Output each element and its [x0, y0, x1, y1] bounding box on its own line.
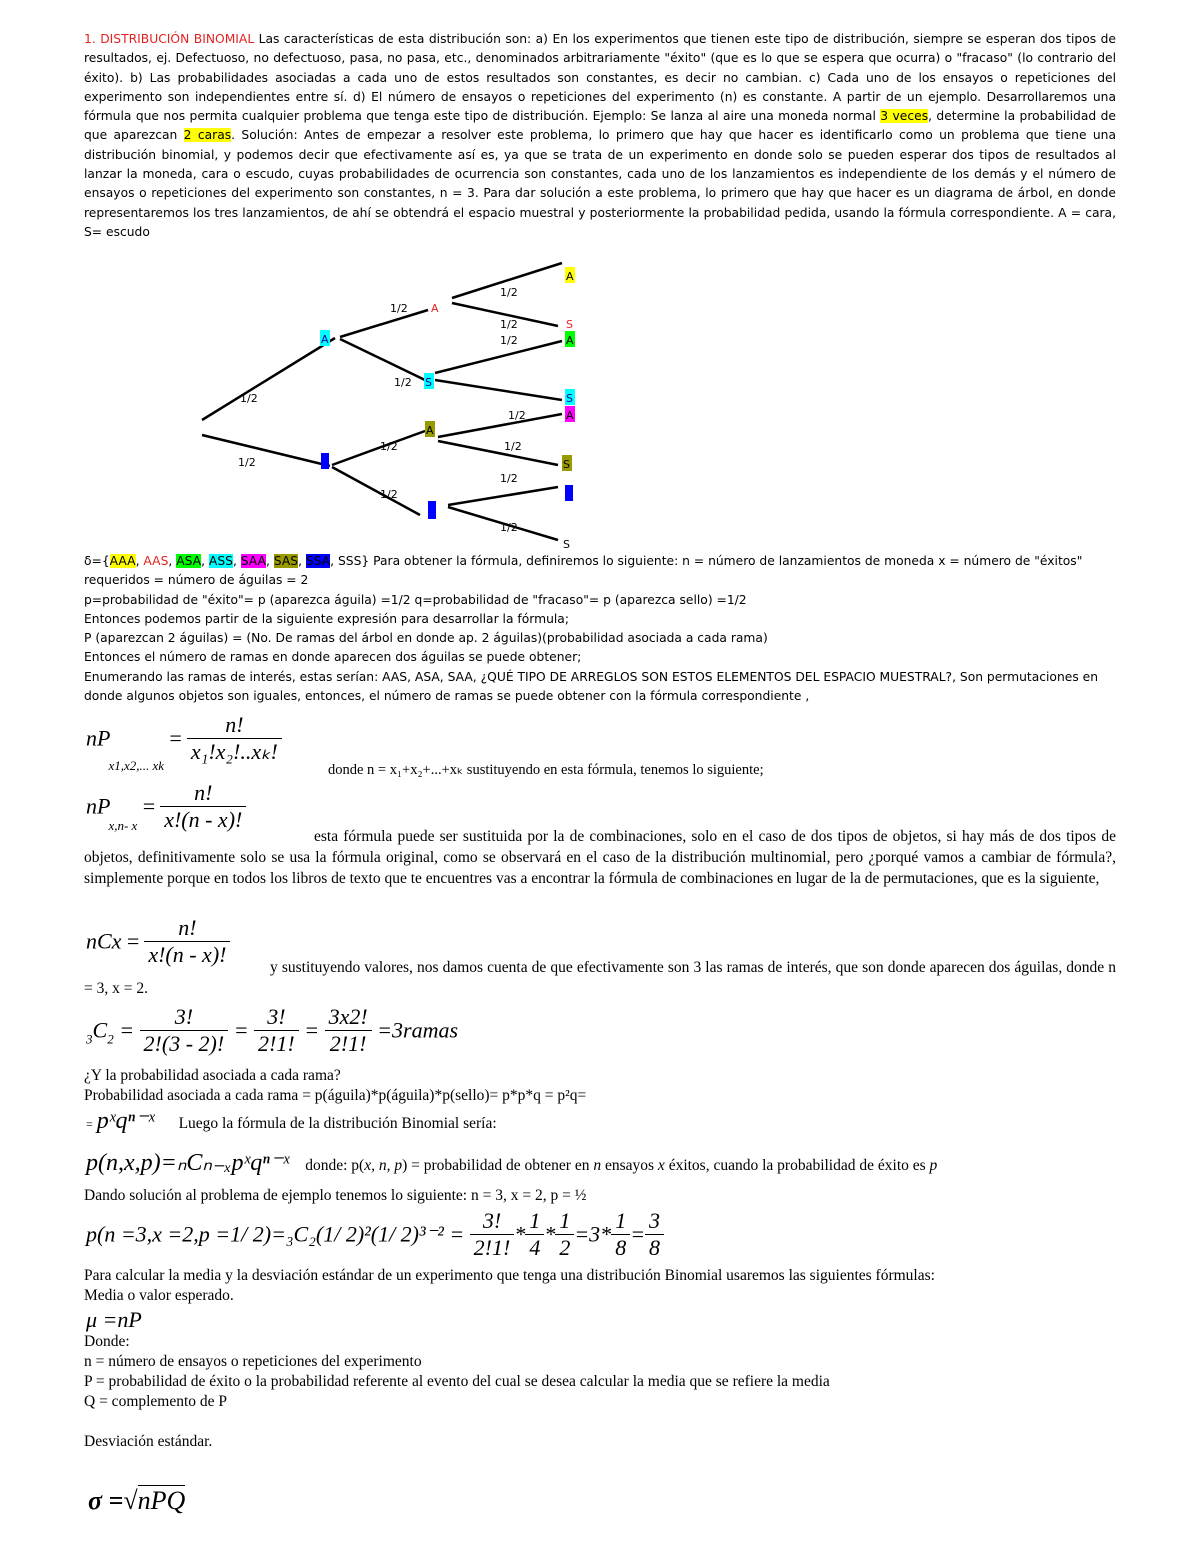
eq4-subscript: 2	[107, 1031, 114, 1047]
tree-leaf-label: S	[566, 392, 573, 405]
eq7-f4-den: 8	[615, 1235, 627, 1260]
prob-question: ¿Y la probabilidad asociada a cada rama?	[84, 1067, 341, 1084]
tree-branch	[202, 338, 335, 420]
eq7-fraction-1	[470, 1208, 515, 1261]
branch-prob-label: 1/2	[380, 440, 398, 453]
intro-text-1: Las características de esta distribución son: a) En los experimentos que tienen este tipo de distribución, siempre se esperan dos tipos de resultados, ej. Defectuoso, no defectuoso, pasa, no pasa, etc., denominados arbitrariamente "éxito" (que es lo que se espera que ocurra) o "fracaso" (lo contrario del éxito). b) Las probabilidades asociadas a cada uno de estos resultados son constantes, es decir no cambian. c) Cada uno de los ensayos o repeticiones del experimento son independientes entre sí. d) El número de ensayos o repeticiones del experimento (n) es constante. A partir de un ejemplo. Desarrollaremos una fórmula que nos permita cualquier problema que tenga este tipo de distribución. Ejemplo: Se lanza al aire una moneda normal	[84, 32, 1116, 124]
highlight-3-veces: 3 veces	[880, 109, 929, 124]
sample-space-item: SSS	[337, 554, 362, 568]
tree-branch	[438, 441, 558, 465]
definition-line: Enumerando las ramas de interés, estas serían: AAS, ASA, SAA, ¿QUÉ TIPO DE ARREGLOS SON ESTOS ELEMENTOS DEL ESPACIO MUESTRAL?, Son permutaciones en donde algunos objetos son iguales, entonces, el número de ramas se puede obtener con la fórmula correspondiente ,	[84, 669, 1098, 704]
eq1-denominator: x₁!x₂!..xₖ!	[190, 739, 278, 764]
prob-branch-line: Probabilidad asociada a cada rama = p(águila)*p(águila)*p(sello)= p*p*q = p²q=	[84, 1087, 587, 1104]
tree-leaf-label: A	[566, 270, 574, 283]
eq2-note	[84, 826, 1116, 889]
tree-leaf-label: A	[566, 409, 574, 422]
branch-prob-label: 1/2	[500, 286, 518, 299]
tree-node-blue	[565, 485, 573, 501]
eq7-f5-num: 3	[645, 1208, 664, 1235]
definition-line: Entonces el número de ramas en donde aparecen dos águilas se puede obtener;	[84, 650, 582, 665]
eq3-denominator: x!(n - x)!	[148, 942, 227, 967]
eq7-fraction-2	[525, 1208, 544, 1261]
eq7-f1-den: 2!1!	[473, 1235, 511, 1260]
eq6-note-p: p	[929, 1157, 938, 1174]
sample-space-item: SSA	[305, 554, 331, 568]
eq4-fraction-1	[140, 1004, 229, 1057]
intro-paragraph	[84, 30, 1116, 242]
branch-prob-label: 1/2	[504, 440, 522, 453]
tree-branch	[202, 435, 330, 466]
eq3-lhs: nCx	[86, 928, 122, 954]
eq3-note-text: y sustituyendo valores, nos damos cuenta de que efectivamente son 3 las ramas de interés, que son donde aparecen dos águilas, donde n = 3, x = 2.	[84, 959, 1116, 997]
branch-prob-label: 1/2	[390, 302, 408, 315]
tree-branch	[435, 380, 562, 400]
eq2-subscript: x,n- x	[108, 818, 138, 834]
equation-branch-probability	[86, 1106, 497, 1135]
equation-combination-values: $_3C_2$ = $\frac{3!}{2!(3 - 2)!}$ = $\frac{3!}{2!1!}$ = $\frac{3x2!}{2!1!}$ =3ramas	[86, 1004, 459, 1056]
equation-example-solution: p(n =3,x =2,p =1/ 2)=₃C₂(1/ 2)²(1/ 2)³⁻² = $\frac{3!}{2!1!}$ * $\frac{1}{4}$ * $\frac{1}{2}$ =3* $\frac{1}{8}$ = $\frac{3}{8}$	[86, 1208, 664, 1261]
probability-text	[84, 1066, 586, 1106]
sample-space-paragraph	[84, 552, 1116, 706]
eq3-numerator: n!	[144, 915, 230, 942]
where-label: Donde:	[84, 1333, 130, 1350]
sample-space-prefix: δ={	[84, 554, 110, 568]
branch-prob-label: 1/2	[508, 409, 526, 422]
eq1-numerator: n!	[187, 712, 282, 739]
eq7-f3-num: 1	[555, 1208, 574, 1235]
sample-space-item: ASS	[208, 554, 233, 568]
eq4-f2-num: 3!	[254, 1004, 299, 1031]
eq6-note-pre: donde: p(	[305, 1157, 365, 1174]
equation-combinations: nCx = $\frac{n!}{x!(n - x)!}$	[86, 915, 230, 968]
branch-prob-label: 1/2	[500, 318, 518, 331]
eq6-note-mid: ) = probabilidad de obtener en	[402, 1157, 594, 1174]
eq7-f5-den: 8	[649, 1235, 661, 1260]
sample-space-item: ASA	[176, 554, 202, 568]
std-dev-formula	[88, 1486, 185, 1516]
branch-prob-label: 1/2	[500, 472, 518, 485]
tree-leaf-label: S	[563, 458, 570, 471]
eq7-f1-num: 3!	[470, 1208, 515, 1235]
tree-node-label: S	[425, 376, 432, 389]
eq1-subscript: x1,x2,... xk	[108, 758, 165, 774]
section-heading: 1. DISTRIBUCIÓN BINOMIAL	[84, 32, 255, 46]
eq3-note	[84, 957, 1116, 999]
equation-binomial-formula	[86, 1148, 1116, 1177]
highlight-2-caras: 2 caras	[183, 128, 232, 143]
sample-space-rest: Para obtener la fórmula, definiremos lo siguiente: n = número de lanzamientos de moneda x = número de "éxitos" requeridos = número de águilas = 2	[84, 554, 1083, 588]
tree-branch	[435, 341, 562, 373]
eq4-fraction-2	[254, 1004, 299, 1057]
eq7-f2-num: 1	[525, 1208, 544, 1235]
tree-branch	[332, 467, 420, 515]
tree-node-label: A	[321, 333, 329, 346]
eq7-fraction-4	[611, 1208, 630, 1261]
tree-branch	[438, 414, 562, 437]
def-P: P = probabilidad de éxito o la probabilidad referente al evento del cual se desea calcular la media que se refiere la media	[84, 1373, 830, 1390]
std-dev-label: Desviación estándar.	[84, 1433, 213, 1450]
eq2-note-text: esta fórmula puede ser sustituida por la de combinaciones, solo en el caso de dos tipos de objetos, si hay más de dos tipos de objetos, definitivamente solo se usa la fórmula original, como se observará en el caso de la distribución multinomial, pero ¿porqué vamos a cambiar de fórmula?, simplemente porque en todos los libros de texto que te encuentres vas a encontrar la fórmula de combinaciones en lugar de la de permutaciones, que es la siguiente,	[84, 828, 1116, 887]
eq7-fraction-5	[645, 1208, 664, 1261]
eq7-f3-den: 2	[559, 1235, 571, 1260]
eq5-note: Luego la fórmula de la distribución Binomial sería:	[178, 1115, 497, 1132]
sqrt-icon: √	[123, 1486, 138, 1515]
intro-text-3: . Solución: Antes de empezar a resolver este problema, lo primero que hay que hacer es identificarlo como un problema que tiene una distribución binomial, y podemos decir que efectivamente así es, ya que se trata de un experimento en donde solo se pueden esperar dos tipos de resultados al lanzar la moneda, cara o escudo, cuyas probabilidades de ocurrencia son constantes, cada uno de los lanzamientos es independiente de los demás y el número de ensayos o repeticiones del experimento son constantes, n = 3. Para dar solución a este problema, lo primero que hay que hacer es un diagrama de árbol, en donde representaremos los tres lanzamientos, de ahí se obtendrá el espacio muestral y posteriormente la probabilidad pedida, usando la fórmula correspondiente. A = cara, S= escudo	[84, 128, 1116, 239]
eq5-pre: =	[86, 1117, 93, 1131]
eq4-f3-den: 2!1!	[329, 1031, 367, 1056]
eq6-note	[305, 1157, 937, 1174]
sample-space-item: AAA	[109, 554, 136, 568]
sqrt-content: nPQ	[137, 1486, 186, 1515]
eq2-lhs: nP	[86, 793, 111, 819]
eq4-pre-subscript: 3	[86, 1031, 93, 1047]
equation-permutations: $nP_{x1,x2,... xk}$ = $\frac{n!}{\text{x₁!x₂!..xₖ!}}$	[86, 712, 282, 774]
tree-node-label: A	[431, 302, 439, 315]
tree-leaf-label: S	[563, 538, 570, 551]
eq7-mid: =3*	[574, 1221, 612, 1247]
tree-node-blue	[321, 453, 329, 469]
eq4-f3-num: 3x2!	[325, 1004, 372, 1031]
eq7-lhs: p(n =3,x =2,p =1/ 2)=₃C₂(1/ 2)²(1/ 2)³⁻²	[86, 1221, 444, 1247]
tree-branch	[448, 487, 558, 505]
sigma-lhs: σ =	[88, 1486, 124, 1515]
eq6-note-mid2: ensayos	[601, 1157, 658, 1174]
branch-prob-label: 1/2	[238, 456, 256, 469]
solve-text: Dando solución al problema de ejemplo tenemos lo siguiente: n = 3, x = 2, p = ½	[84, 1187, 587, 1204]
definition-line: P (aparezcan 2 águilas) = (No. De ramas del árbol en donde ap. 2 águilas)(probabilidad asociada a cada rama)	[84, 631, 768, 646]
sample-space-suffix: }	[361, 554, 370, 568]
eq2-denominator: x!(n - x)!	[164, 807, 243, 832]
eq1-note: donde n = x₁+x₂+...+xₖ sustituyendo en esta fórmula, tenemos lo siguiente;	[328, 762, 764, 778]
eq6-note-mid3: éxitos, cuando la probabilidad de éxito es	[664, 1157, 930, 1174]
sample-space-line: δ={AAA, AAS, ASA, ASS, SAA, SAS, SSA, SSS} Para obtener la fórmula, definiremos lo siguiente: n = número de lanzamientos de moneda x = número de "éxitos" requeridos = número de águilas = 2	[84, 554, 1083, 588]
eq6-note-vars: x, n, p	[364, 1157, 403, 1174]
intro-text-2: , determine la probabilidad de que aparezcan	[84, 109, 1116, 143]
eq7-mul-2: *	[544, 1221, 556, 1247]
tree-leaf-label: S	[566, 318, 573, 331]
mean-intro-line: Para calcular la media y la desviación estándar de un experimento que tenga una distribución Binomial usaremos las siguientes fórmulas:	[84, 1267, 935, 1284]
tree-node-blue	[428, 501, 436, 519]
tree-leaf-label: A	[566, 334, 574, 347]
eq4-lhs: C	[92, 1017, 108, 1043]
tree-branch	[340, 339, 425, 380]
mean-section	[84, 1266, 1124, 1452]
eq7-f2-den: 4	[529, 1235, 541, 1260]
eq5-expr: pˣqⁿ⁻ˣ	[96, 1108, 155, 1134]
sample-space-item: SAS	[273, 554, 299, 568]
def-Q: Q = complemento de P	[84, 1393, 228, 1410]
eq1-lhs: nP	[86, 725, 111, 751]
eq4-result: =3ramas	[377, 1017, 459, 1043]
eq6-note-n: n	[593, 1157, 602, 1174]
eq4-f1-den: 2!(3 - 2)!	[143, 1031, 225, 1056]
eq7-f4-num: 1	[611, 1208, 630, 1235]
eq7-fraction-3	[555, 1208, 574, 1261]
eq1-fraction	[187, 712, 282, 765]
eq2-numerator: n!	[160, 780, 246, 807]
sample-space-item: SAA	[240, 554, 266, 568]
probability-tree-diagram	[190, 255, 610, 555]
eq6-note-x: x	[657, 1157, 665, 1174]
equation-permutations-two-types: $nP_{x,n- x}$ = $\frac{n!}{x!(n - x)!}$	[86, 780, 246, 834]
branch-prob-label: 1/2	[500, 521, 518, 534]
branch-prob-label: 1/2	[240, 392, 258, 405]
eq4-f1-num: 3!	[140, 1004, 229, 1031]
eq4-f2-den: 2!1!	[258, 1031, 295, 1056]
branch-prob-label: 1/2	[500, 334, 518, 347]
tree-branch	[340, 310, 428, 337]
eq4-fraction-3	[325, 1004, 372, 1057]
mean-label: Media o valor esperado.	[84, 1287, 234, 1304]
eq6-expr: p(n,x,p)=ₙCₙ₋ₓpˣqⁿ⁻ˣ	[86, 1150, 290, 1176]
tree-branch	[332, 431, 425, 465]
tree-node-label: A	[426, 424, 434, 437]
eq7-mul-1: *	[514, 1221, 526, 1247]
branch-prob-label: 1/2	[380, 488, 398, 501]
definition-line: Entonces podemos partir de la siguiente expresión para desarrollar la fórmula;	[84, 611, 569, 626]
mean-formula: μ =nP	[86, 1307, 142, 1332]
sample-space-item: AAS	[143, 554, 169, 568]
branch-prob-label: 1/2	[394, 376, 412, 389]
def-n: n = número de ensayos o repeticiones del experimento	[84, 1353, 422, 1370]
definition-line: p=probabilidad de "éxito"= p (aparezca águila) =1/2 q=probabilidad de "fracaso"= p (aparezca sello) =1/2	[84, 592, 747, 607]
